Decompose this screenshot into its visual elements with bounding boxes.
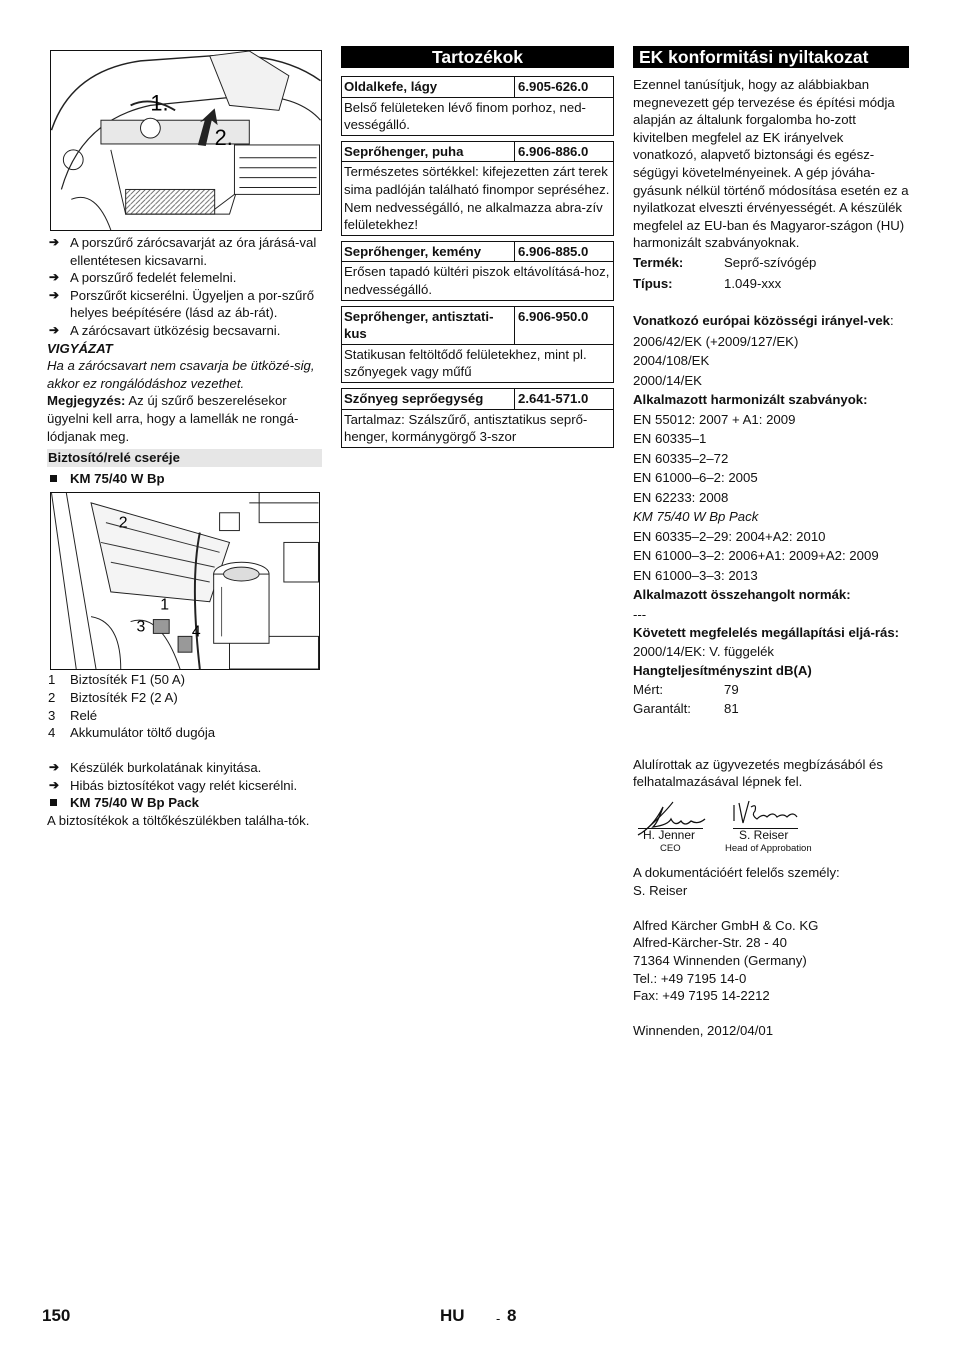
footer-dash: - bbox=[496, 1311, 501, 1326]
accessory-name: Seprőhenger, kemény bbox=[342, 242, 515, 262]
arrow-right-icon: ➔ bbox=[49, 322, 60, 337]
model-bullet: KM 75/40 W Bp Pack bbox=[47, 794, 322, 812]
column-left bbox=[47, 46, 322, 830]
signer-role: Head of Approbation bbox=[725, 843, 812, 854]
procedure-value: 2000/14/EK: V. függelék bbox=[633, 643, 775, 659]
figure-step-2-label: 2. bbox=[214, 124, 233, 150]
pack-fuse-note: A biztosítékok a töltőkészülékben találha-tók. bbox=[47, 813, 310, 829]
legend-item: 4 Akkumulátor töltő dugója bbox=[48, 725, 216, 741]
declaration-intro: Ezennel tanúsítjuk, hogy az alábbiakban megnevezett gép tervezése és építési módja alapján az általunk forgalomba ho-zott kivitelben megfelel az EK irányelvek vonatkozó, alapvető biztonsági és egész-ségügyi követelményeinek. A gép jóváha-gyásunk nélkül történő módosítása esetén ez a nyilatkozat elveszti érvényességét. A készülék megfelel az EU-ban és Magyaror-szágon (HU) harmonizált szabványoknak. bbox=[633, 77, 909, 251]
accessory-name: Seprőhenger, antisztati-kus bbox=[342, 307, 515, 344]
filter-illustration bbox=[51, 51, 321, 230]
national-heading: Alkalmazott összehangolt normák: bbox=[633, 587, 851, 603]
square-bullet-icon bbox=[50, 799, 57, 806]
note: Megjegyzés: Az új szűrő beszerelésekor ügyelni kell arra, hogy a lamellák ne rongá-lódjanak meg. bbox=[47, 393, 299, 444]
declaration-title: EK konformitási nyiltakozat bbox=[633, 46, 909, 68]
arrow-right-icon: ➔ bbox=[49, 777, 60, 792]
step-item: ➔ A porszűrő fedelét felemelni. bbox=[49, 270, 237, 286]
legend-item: 1 Biztosíték F1 (50 A) bbox=[48, 672, 186, 688]
standard-item: EN 61000–3–3: 2013 bbox=[633, 567, 758, 583]
sound-heading: Hangteljesítményszint dB(A) bbox=[633, 662, 812, 678]
signer-role: CEO bbox=[660, 843, 681, 854]
step-item: ➔ Porszűrőt kicserélni. Ügyeljen a por-szűrő helyes beépítésére (lásd az áb-rát). bbox=[49, 287, 315, 321]
accessory-description: Természetes sörtékkel: kifejezetten zárt terek sima padlóján található finompor sepréséhez. Nem nedvességálló, ne alkalmazza abra-zív felületekhez! bbox=[344, 164, 610, 233]
language-code: HU bbox=[440, 1306, 465, 1325]
doc-responsible-label: A dokumentációért felelős személy: bbox=[633, 865, 840, 880]
standard-item: EN 60335–2–29: 2004+A2: 2010 bbox=[633, 528, 826, 544]
accessory-name: Szőnyeg seprőegység bbox=[342, 389, 515, 409]
callout-4: 4 bbox=[191, 623, 201, 641]
column-right bbox=[633, 46, 909, 1040]
local-page-number: 8 bbox=[507, 1306, 517, 1325]
signed-text: Alulírottak az ügyvezetés megbízásából és felhatalmazásával lépnek fel. bbox=[633, 756, 883, 790]
step-item: ➔ Készülék burkolatának kinyitása. bbox=[49, 760, 262, 776]
type-row: Típus: 1.049-xxx bbox=[633, 275, 782, 291]
address-line: Alfred Kärcher GmbH & Co. KG bbox=[633, 917, 819, 933]
national-value: --- bbox=[633, 606, 647, 622]
square-bullet-icon bbox=[50, 475, 57, 482]
doc-responsible-name: S. Reiser bbox=[633, 882, 688, 898]
filter-replacement-figure bbox=[50, 50, 322, 231]
guaranteed-row: Garantált: 81 bbox=[633, 700, 739, 716]
standards-heading: Alkalmazott harmonizált szabványok: bbox=[633, 392, 868, 408]
arrow-right-icon: ➔ bbox=[49, 270, 60, 285]
fuse-illustration bbox=[51, 493, 319, 669]
standard-item: EN 60335–2–72 bbox=[633, 450, 729, 466]
callout-1: 1 bbox=[160, 596, 170, 614]
legend-item: 3 Relé bbox=[48, 707, 98, 723]
accessory-item bbox=[341, 241, 614, 301]
accessory-part-number: 6.906-885.0 bbox=[518, 243, 589, 259]
pack-label: KM 75/40 W Bp Pack bbox=[633, 509, 759, 525]
step-item: ➔ A porszűrő zárócsavarját az óra járásá-val ellentétesen kicsavarni. bbox=[49, 235, 317, 268]
accessory-item bbox=[341, 76, 614, 136]
accessory-description: Erősen tapadó kültéri piszok eltávolításá-hoz, nedvességálló. bbox=[344, 264, 610, 297]
directive-item: 2004/108/EK bbox=[633, 353, 710, 369]
fuse-figure bbox=[50, 492, 320, 670]
model-bullet: KM 75/40 W Bp bbox=[47, 470, 322, 488]
signer-name: S. Reiser bbox=[739, 828, 789, 842]
signature-block bbox=[633, 797, 909, 867]
standard-item: EN 55012: 2007 + A1: 2009 bbox=[633, 411, 796, 427]
place-date: Winnenden, 2012/04/01 bbox=[633, 1023, 774, 1039]
address-line: Fax: +49 7195 14-2212 bbox=[633, 988, 770, 1004]
accessory-description: Statikusan feltöltődő felületekhez, mint pl. szőnyegek vagy műfű bbox=[344, 346, 587, 380]
signer-name: H. Jenner bbox=[643, 828, 696, 842]
step-item: ➔ A zárócsavart ütközésig becsavarni. bbox=[49, 322, 281, 338]
accessory-name: Oldalkefe, lágy bbox=[342, 77, 515, 97]
signature-reiser-icon bbox=[729, 797, 809, 829]
standard-item: EN 62233: 2008 bbox=[633, 489, 729, 505]
step-item: ➔ Hibás biztosítékot vagy relét kicserélni. bbox=[49, 777, 298, 793]
column-middle bbox=[341, 46, 614, 453]
accessory-item bbox=[341, 388, 614, 448]
section-heading-fuse: Biztosító/relé cseréje bbox=[47, 449, 322, 467]
caution-text: Ha a zárócsavart nem csavarja be ütközé-sig, akkor ez rongálódáshoz vezethet. bbox=[47, 358, 315, 391]
directive-item: 2006/42/EK (+2009/127/EK) bbox=[633, 333, 799, 349]
arrow-right-icon: ➔ bbox=[49, 287, 60, 302]
product-row: Termék: Seprő-szívógép bbox=[633, 254, 817, 270]
standard-item: EN 61000–6–2: 2005 bbox=[633, 470, 758, 486]
accessory-part-number: 6.905-626.0 bbox=[518, 79, 589, 94]
measured-row: Mért: 79 bbox=[633, 681, 739, 697]
standard-item: EN 61000–3–2: 2006+A1: 2009+A2: 2009 bbox=[633, 548, 879, 564]
accessory-item bbox=[341, 306, 614, 383]
accessory-description: Tartalmaz: Szálszűrő, antisztatikus seprő-henger, kormánygörgő 3-szor bbox=[344, 411, 588, 445]
directives-list bbox=[633, 332, 909, 625]
address-line: Tel.: +49 7195 14-0 bbox=[633, 970, 747, 986]
standard-item: EN 60335–1 bbox=[633, 431, 707, 447]
filter-steps bbox=[47, 234, 322, 340]
procedure-heading: Követett megfelelés megállapítási eljá-rás: bbox=[633, 625, 900, 641]
accessory-part-number: 2.641-571.0 bbox=[518, 390, 589, 406]
accessory-part-number: 6.906-950.0 bbox=[518, 308, 589, 324]
address-line: 71364 Winnenden (Germany) bbox=[633, 952, 807, 968]
figure-step-1-label: 1. bbox=[150, 90, 169, 116]
directive-item: 2000/14/EK bbox=[633, 372, 702, 388]
page-number: 150 bbox=[42, 1306, 71, 1325]
caution-title: VIGYÁZAT bbox=[47, 340, 113, 356]
arrow-right-icon: ➔ bbox=[49, 235, 60, 249]
directives-heading: Vonatkozó európai közösségi irányel-vek: bbox=[633, 313, 894, 329]
accessory-description: Belső felületeken lévő finom porhoz, ned-vességálló. bbox=[344, 99, 586, 133]
accessories-title: Tartozékok bbox=[341, 46, 614, 68]
callout-3: 3 bbox=[136, 618, 146, 636]
callout-2: 2 bbox=[118, 514, 128, 532]
legend-item: 2 Biztosíték F2 (2 A) bbox=[48, 689, 178, 705]
accessory-name: Seprőhenger, puha bbox=[342, 142, 515, 162]
arrow-right-icon: ➔ bbox=[49, 760, 60, 775]
address-line: Alfred-Kärcher-Str. 28 - 40 bbox=[633, 935, 787, 951]
accessory-part-number: 6.906-886.0 bbox=[518, 143, 589, 159]
accessory-item bbox=[341, 141, 614, 236]
fuse-legend bbox=[47, 671, 322, 741]
